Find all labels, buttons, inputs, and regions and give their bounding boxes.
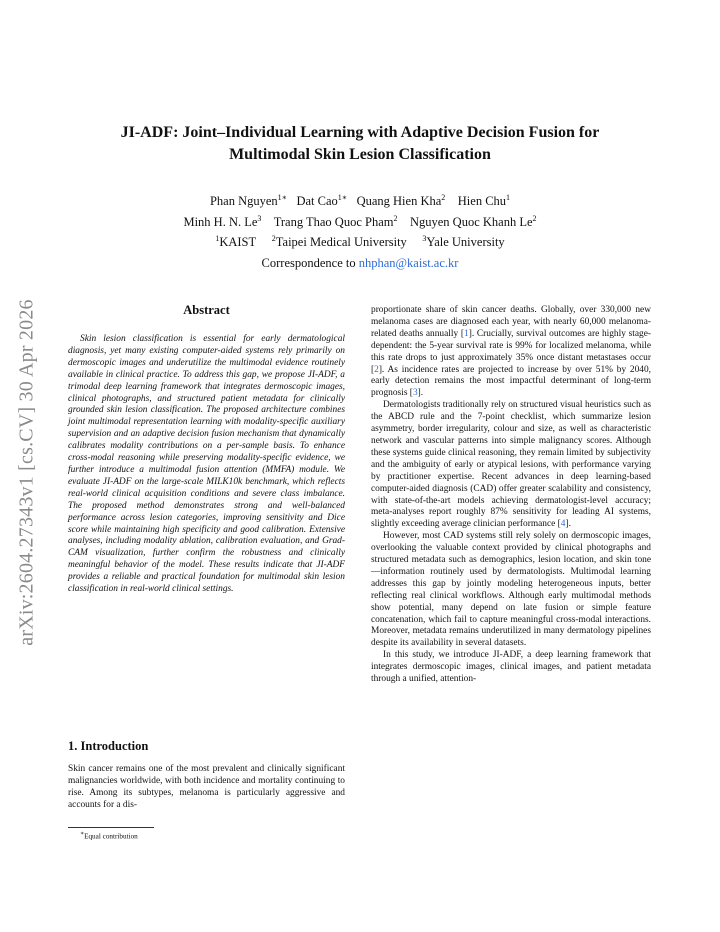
author-affil-mark: 3 (257, 214, 262, 224)
footnote-mark: ∗ (80, 831, 85, 837)
correspondence (80, 254, 640, 272)
intro-paragraph: However, most CAD systems still rely solely on dermoscopic images, overlooking the valuable context provided by clinical photographs and structured metadata such as demographics, lesion location, and skin tone—information routinely used by dermatologists. Multimodal learning addresses this gap by jointly modeling heterogeneous inputs, better reflecting real clinical workflows. Although early multimodal methods show potential, many depend on late fusion or simple feature concatenation, which fail to capture meaningful cross-modal interactions. Moreover, metadata remains underutilized in many dermatology pipelines despite its availability in several datasets. (371, 531, 651, 649)
intro-paragraph: In this study, we introduce JI-ADF, a deep learning framework that integrates dermoscopic images, clinical images, and patient metadata through a unified, attention- (371, 650, 651, 685)
footnote-rule (68, 827, 154, 828)
text-run: ]. Crucially, survival outcomes are highly stage-dependent: the 5-year survival rate is 99% for localized melanoma, while this rate drops to just approximately 35% once distant metastases occur [ (371, 328, 652, 375)
text-run: ]. (565, 519, 571, 530)
title-line-1: JI-ADF: Joint–Individual Learning with Adaptive Decision Fusion for (120, 124, 600, 141)
citation-link[interactable]: 1 (464, 328, 469, 339)
affiliations (80, 230, 640, 251)
footnote (80, 830, 138, 841)
intro-paragraph-left: Skin cancer remains one of the most prevalent and clinically significant malignancies worldwide, with both incidence and mortality continuing to rise. Among its subtypes, melanoma is particularly aggressive and accounts for a dis- (68, 764, 345, 810)
affil-mark: 2 (271, 234, 276, 243)
author-name: Phan Nguyen (209, 194, 278, 209)
author-name: Quang Hien Kha (356, 194, 442, 209)
citation-link[interactable]: 2 (374, 364, 379, 375)
citation-link[interactable]: 3 (412, 388, 418, 399)
author-line-1 (80, 189, 640, 210)
author-affil-mark: 1 (506, 193, 511, 202)
author-line-2 (80, 210, 640, 231)
author-name: Trang Thao Quoc Pham (273, 215, 394, 230)
title-line-2: Multimodal Skin Lesion Classification (229, 146, 491, 163)
intro-paragraph (371, 305, 651, 400)
arxiv-identifier (5, 262, 49, 682)
intro-paragraph (371, 400, 651, 531)
author-name: Hien Chu (457, 194, 507, 209)
abstract-heading: Abstract (183, 303, 230, 317)
author-list (80, 189, 640, 231)
author-affil-mark: 1∗ (277, 193, 288, 202)
author-affil-mark: 1∗ (337, 193, 348, 202)
correspondence-label: Correspondence to (261, 256, 356, 270)
affil-mark: 3 (422, 234, 427, 243)
affil-mark: 1 (215, 234, 220, 243)
correspondence-email-link[interactable]: nhphan@kaist.ac.kr (358, 256, 459, 270)
author-name: Nguyen Quoc Khanh Le (409, 215, 533, 230)
author-name: Dat Cao (296, 194, 338, 209)
text-run: Dermatologists traditionally rely on structured visual heuristics such as the ABCD rule and the 7-point checklist, which summarize lesion asymmetry, border irregularity, colour and size, as well as characteristic network and vascular patterns into simple malignancy scores. Although these systems guide clinical reasoning, they remain limited by subjectivity and the ambiguity of early or atypical lesions, with performance varying by practitioner expertise. Recent advances in deep learning-based computer-aided diagnosis (CAD) offer greater scalability and consistency, with state-of-the-art models achieving dermatologist-level accuracy; meta-analyses report roughly 87% sensitivity for leading AI systems, slightly exceeding average clinician performance [ (371, 400, 651, 530)
section-heading-introduction: 1. Introduction (68, 739, 149, 753)
affiliation: KAIST (219, 235, 257, 250)
author-affil-mark: 2 (393, 214, 398, 224)
author-name: Minh H. N. Le (183, 215, 258, 230)
text-run: proportionate share of skin cancer deaths. Globally, over 330,000 new melanoma cases are diagnosed each year, with nearly 60,000 melanoma-related deaths annually [ (371, 305, 651, 339)
text-run: ]. (417, 388, 424, 399)
abstract-text: Skin lesion classification is essential for early dermatological diagnosis, yet many existing computer-aided systems rely primarily on dermoscopic images and underutilize the multimodal evidence routinely available in clinical practice. To address this gap, we propose JI-ADF, a trimodal deep learning framework that integrates dermoscopic images, clinical photographs, and structured patient metadata for clinically grounded skin lesion classification. The proposed architecture combines joint multimodal representation learning with modality-specific auxiliary supervision and an adaptive decision fusion mechanism that dynamically calibrates modality contributions on a per-sample basis. To enhance cross-modal reasoning while preserving modality-specific evidence, we further introduce a multimodal fusion attention (MMFA) module. We evaluate JI-ADF on the large-scale MILK10k benchmark, which reflects real-world clinical acquisition conditions and severe class imbalance. The proposed method demonstrates strong and well-balanced performance across lesion categories, improving sensitivity and Dice score while maintaining high specificity and good calibration. Extensive analyses, including modality ablation, calibration evaluation, and Grad-CAM visualization, further confirm the robustness and clinically meaningful behavior of the model. These results indicate that JI-ADF provides a reliable and practical foundation for multimodal skin lesion classification in real-world clinical settings. (68, 334, 345, 595)
affiliation: Yale University (426, 235, 505, 250)
paper-title (80, 122, 640, 166)
arxiv-identifier-text: arXiv:2604.27343v1 [cs.CV] 30 Apr 2026 (15, 298, 38, 646)
author-affil-mark: 2 (532, 214, 537, 224)
footnote-text: Equal contribution (84, 832, 138, 841)
affiliation: Taipei Medical University (275, 235, 407, 250)
text-run: ]. As incidence rates are projected to increase by over 51% by 2040, early detection remains the most impactful determinant of long-term prognosis [ (371, 364, 651, 399)
author-affil-mark: 2 (441, 193, 446, 202)
citation-link[interactable]: 4 (560, 519, 566, 530)
right-column (371, 305, 651, 686)
